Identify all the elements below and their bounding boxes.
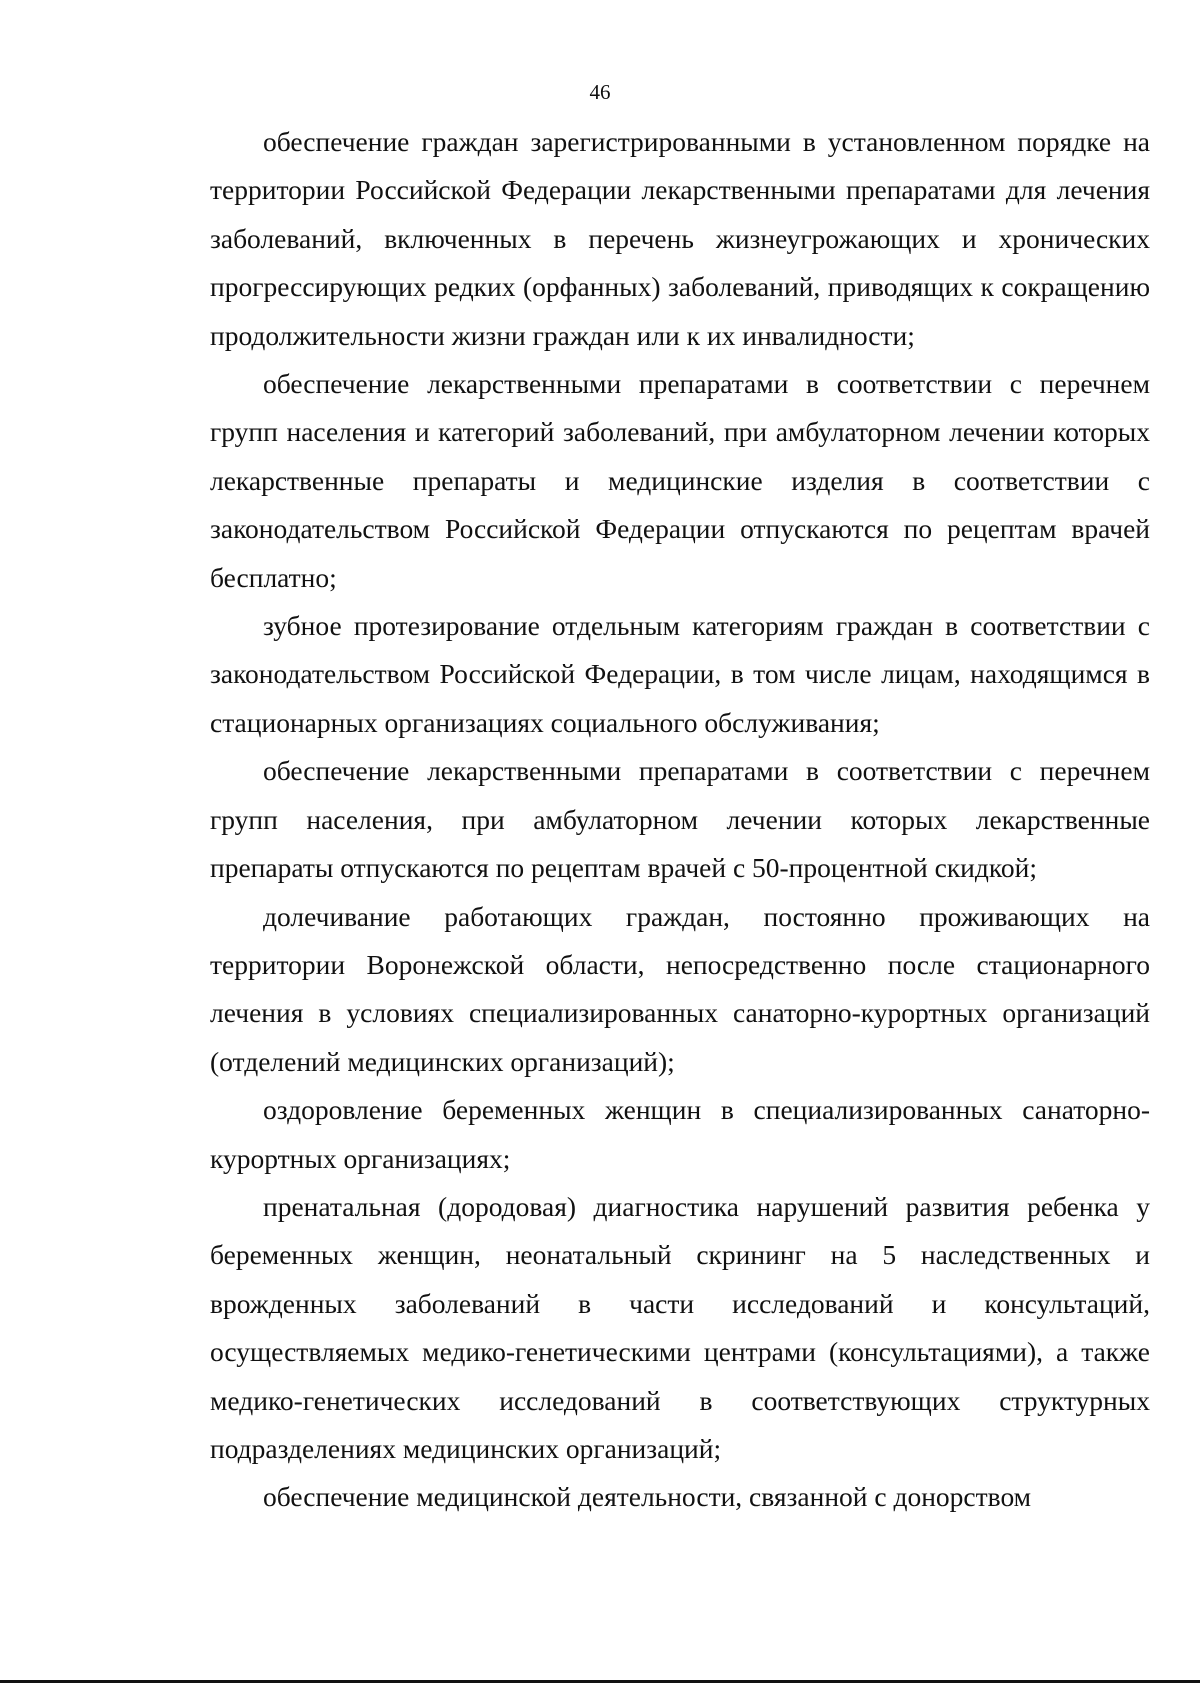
paragraph-after-care: долечивание работающих граждан, постоянно проживающих на территории Воронежской области, непосредственно после стационарного лечения в условиях специализированных санаторно-курортных организаций (отделений медицинских организаций); bbox=[210, 900, 1150, 1077]
paragraph-dental-prosthetics: зубное протезирование отдельным категориям граждан в соответствии с законодательством Российской Федерации, в том числе лицам, находящимся в стационарных организациях социального обслуживания; bbox=[210, 610, 1150, 738]
paragraph-free-medicines: обеспечение лекарственными препаратами в соответствии с перечнем групп населения и категорий заболеваний, при амбулаторном лечении которых лекарственные препараты и медицинские изделия в соответствии с законодательством Российской Федерации отпускаются по рецептам врачей бесплатно; bbox=[210, 368, 1150, 593]
paragraph-orphan-diseases: обеспечение граждан зарегистрированными в установленном порядке на территории Российской Федерации лекарственными препаратами для лечения заболеваний, включенных в перечень жизнеугрожающих и хронических прогрессирующих редких (орфанных) заболеваний, приводящих к сокращению продолжительности жизни граждан или к их инвалидности; bbox=[210, 126, 1150, 351]
document-body bbox=[210, 118, 1150, 1522]
bottom-divider bbox=[0, 1680, 1200, 1683]
paragraph-pregnant-wellness: оздоровление беременных женщин в специализированных санаторно-курортных организациях; bbox=[210, 1094, 1150, 1174]
paragraph-discount-medicines: обеспечение лекарственными препаратами в соответствии с перечнем групп населения, при амбулаторном лечении которых лекарственные препараты отпускаются по рецептам врачей с 50-процентной скидкой; bbox=[210, 755, 1150, 884]
paragraph-donation: обеспечение медицинской деятельности, связанной с донорством bbox=[263, 1481, 1032, 1513]
paragraph-prenatal-diagnostics: пренатальная (дородовая) диагностика нарушений развития ребенка у беременных женщин, неонатальный скрининг на 5 наследственных и врожденных заболеваний в части исследований и консультаций, осуществляемых медико-генетическими центрами (консультациями), а также медико-генетических исследований в соответствующих структурных подразделениях медицинских организаций; bbox=[210, 1190, 1150, 1464]
page-number: 46 bbox=[589, 80, 611, 104]
